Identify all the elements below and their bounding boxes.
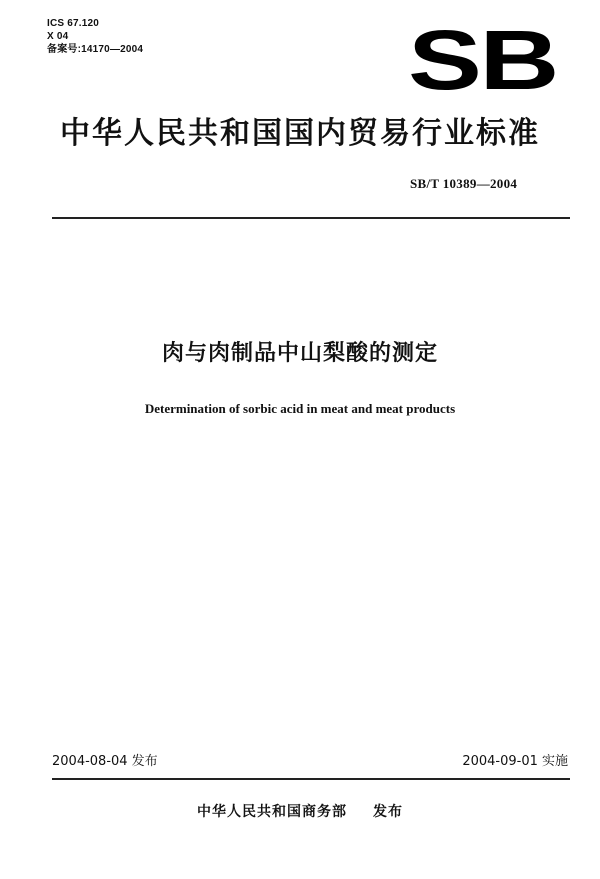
implementation-date: 2004-09-01 实施 — [462, 754, 568, 769]
top-divider — [52, 217, 570, 219]
issuing-authority: 中华人民共和国商务部 — [197, 804, 347, 820]
classification-code: X 04 — [47, 31, 69, 42]
issuer-line — [0, 802, 600, 822]
sb-logo: SB — [408, 13, 557, 107]
standard-code: SB/T 10389—2004 — [410, 176, 518, 191]
issue-date: 2004-08-04 发布 — [52, 754, 158, 769]
record-number: 备案号:14170—2004 — [47, 44, 144, 55]
issue-action: 发布 — [373, 804, 403, 820]
bottom-divider — [52, 778, 570, 780]
standard-category-title: 中华人民共和国国内贸易行业标准 — [60, 116, 540, 151]
document-title-chinese: 肉与肉制品中山梨酸的测定 — [161, 341, 438, 366]
ics-code: ICS 67.120 — [47, 18, 100, 29]
document-title-english: Determination of sorbic acid in meat and meat products — [144, 401, 456, 416]
